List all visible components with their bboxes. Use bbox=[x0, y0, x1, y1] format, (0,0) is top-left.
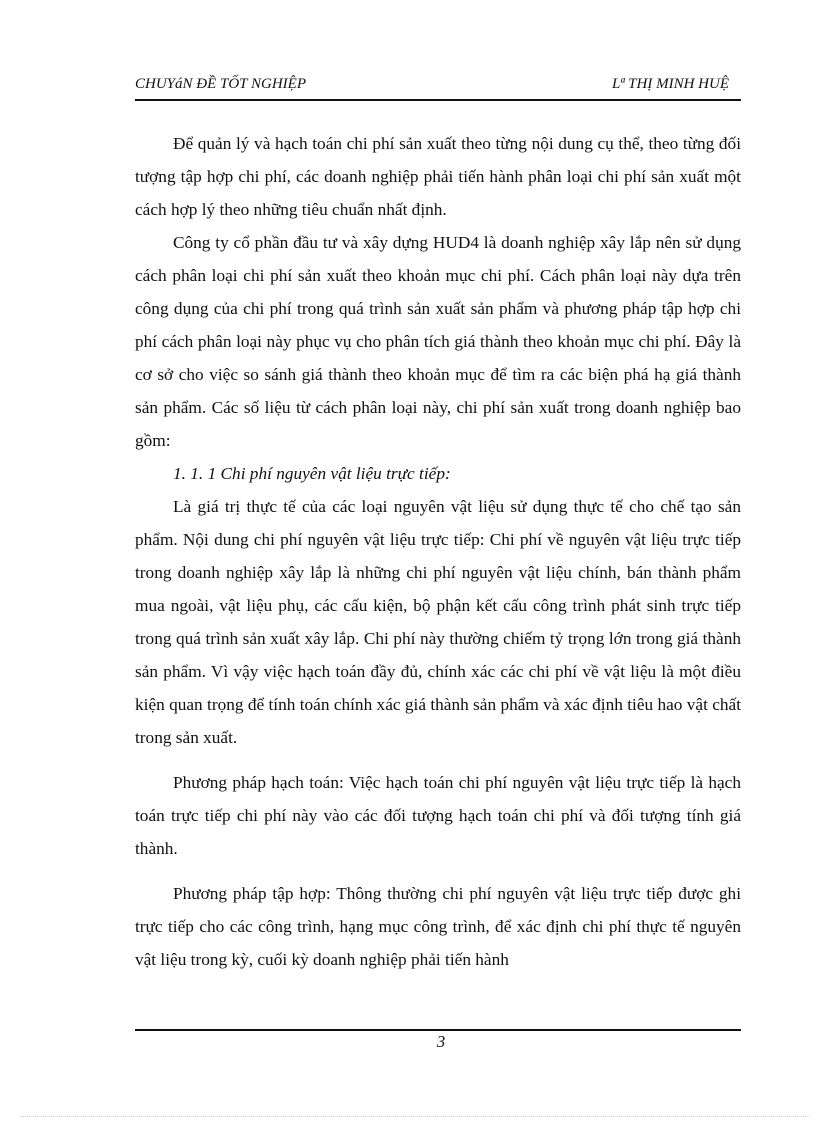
document-body bbox=[135, 127, 741, 976]
page-edge-divider bbox=[20, 1116, 810, 1117]
running-header bbox=[135, 76, 741, 96]
paragraph-aggregation-method: Phương pháp tập hợp: Thông thường chi phí nguyên vật liệu trực tiếp được ghi trực tiếp cho các công trình, hạng mục công trình, để xác định chi phí thực tế nguyên vật liệu trong kỳ, cuối kỳ doanh nghiệp phải tiến hành bbox=[135, 884, 741, 969]
paragraph-company-classification: Công ty cổ phần đầu tư và xây dựng HUD4 là doanh nghiệp xây lắp nên sử dụng cách phân loại chi phí sản xuất theo khoản mục chi phí. Cách phân loại này dựa trên công dụng của chi phí trong quá trình sản xuất sản phẩm và phương pháp tập hợp chi phí cách phân loại này phục vụ cho phân tích giá thành theo khoản mục chi phí. Đây là cơ sở cho việc so sánh giá thành theo khoản mục để tìm ra các biện phá hạ giá thành sản phẩm. Các số liệu từ cách phân loại này, chi phí sản xuất trong doanh nghiệp bao gồm: bbox=[135, 233, 741, 450]
header-divider bbox=[135, 99, 741, 101]
paragraph-direct-materials-definition: Là giá trị thực tế của các loại nguyên vật liệu sử dụng thực tế cho chế tạo sản phẩm. Nội dung chi phí nguyên vật liệu trực tiếp: Chi phí về nguyên vật liệu trực tiếp trong doanh nghiệp xây lắp là những chi phí nguyên vật liệu chính, bán thành phẩm mua ngoài, vật liệu phụ, các cấu kiện, bộ phận kết cấu công trình phát sinh trực tiếp trong quá trình sản xuất xây lắp. Chi phí này thường chiếm tỷ trọng lớn trong giá thành sản phẩm. Vì vậy việc hạch toán đầy đủ, chính xác các chi phí về vật liệu là một điều kiện quan trọng để tính toán chính xác giá thành sản phẩm và xác định tiêu hao vật chất trong sản xuất. bbox=[135, 497, 741, 747]
footer-divider bbox=[135, 1029, 741, 1031]
header-author-name: Lª THỊ MINH HUỆ bbox=[611, 76, 729, 92]
header-document-title: CHUYáN ĐỀ TỐT NGHIỆP bbox=[135, 76, 306, 92]
paragraph-cost-classification-intro: Để quản lý và hạch toán chi phí sản xuất theo từng nội dung cụ thể, theo từng đối tượng tập hợp chi phí, các doanh nghiệp phải tiến hành phân loại chi phí sản xuất một cách hợp lý theo những tiêu chuẩn nhất định. bbox=[135, 134, 741, 219]
paragraph-accounting-method: Phương pháp hạch toán: Việc hạch toán chi phí nguyên vật liệu trực tiếp là hạch toán trực tiếp chi phí này vào các đối tượng hạch toán chi phí và đối tượng tính giá thành. bbox=[135, 773, 741, 858]
page-number: 3 bbox=[436, 1032, 446, 1051]
section-heading-direct-materials: 1. 1. 1 Chi phí nguyên vật liệu trực tiếp: bbox=[173, 464, 451, 483]
